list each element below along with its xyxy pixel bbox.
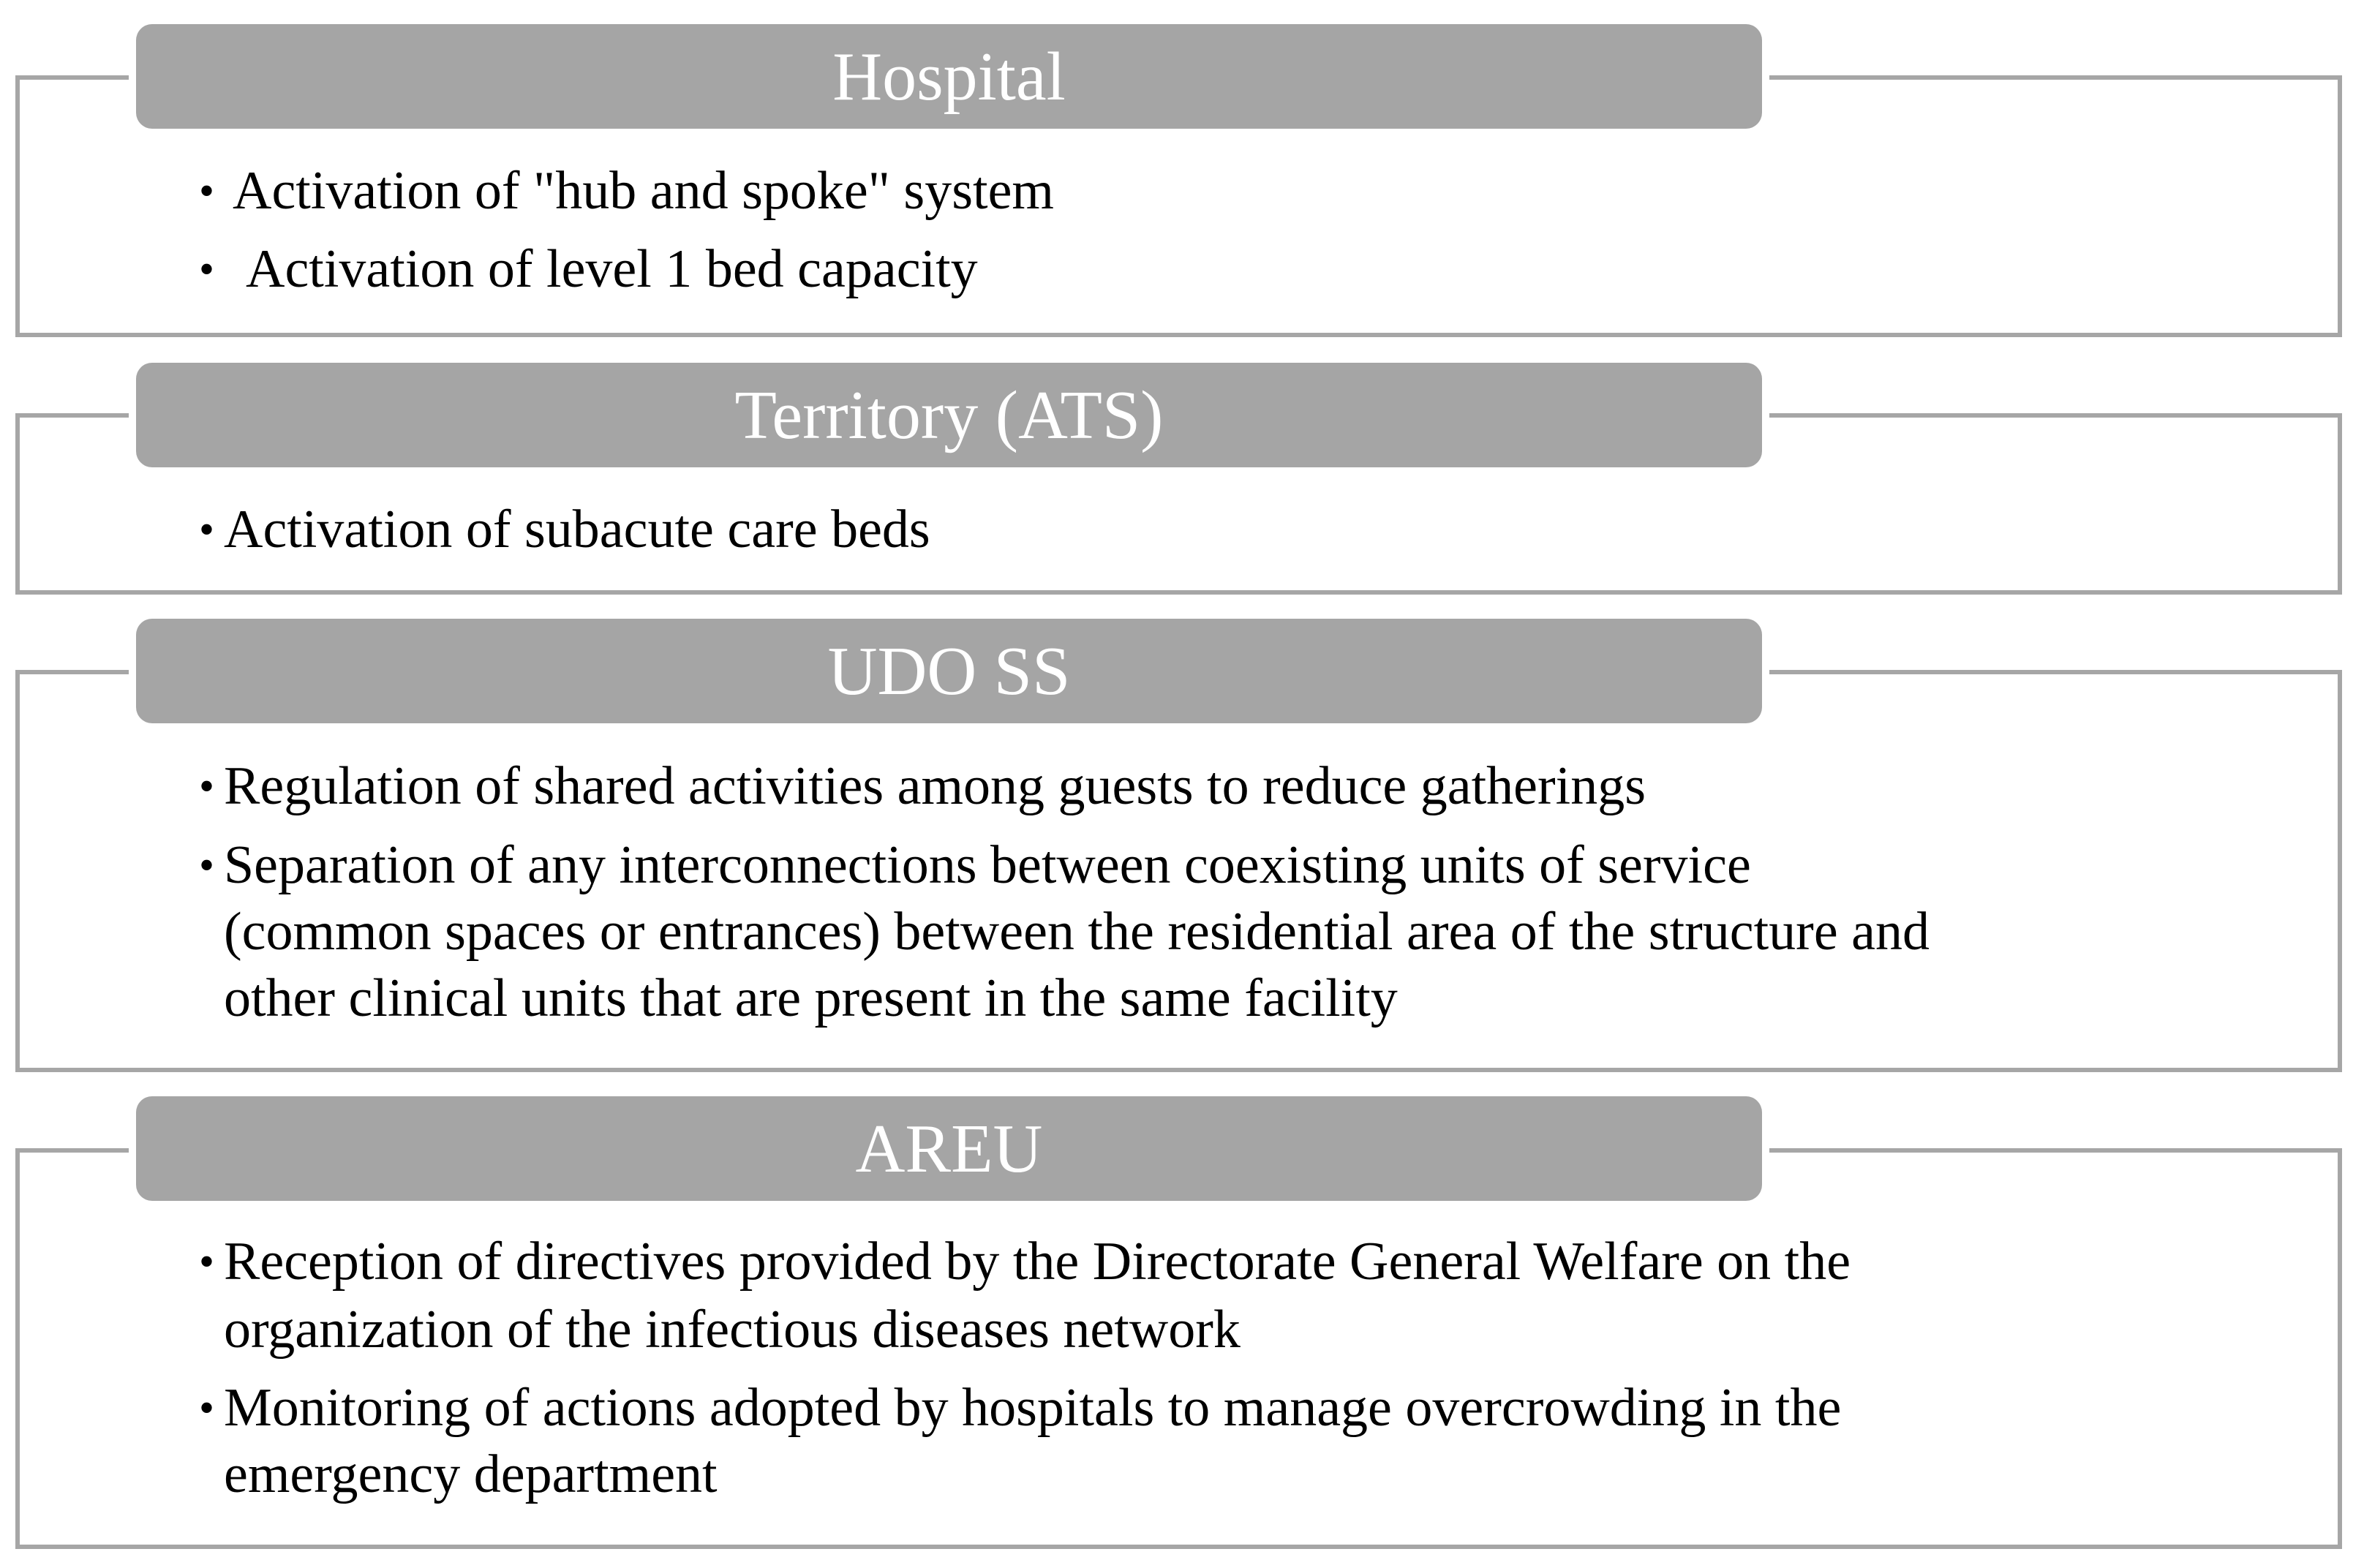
bullet-icon: • xyxy=(199,245,215,293)
bullet-icon: • xyxy=(199,167,215,215)
list-item: Separation of any interconnections between coexisting units of service xyxy=(224,835,1751,895)
list-item: Regulation of shared activities among guests to reduce gatherings xyxy=(224,756,1646,816)
list-item: Activation of level 1 bed capacity xyxy=(246,239,978,299)
bullet-icon: • xyxy=(199,762,215,810)
header-areu: AREU xyxy=(136,1096,1762,1201)
list-item-continuation: emergency department xyxy=(224,1444,718,1504)
list-item: Activation of subacute care beds xyxy=(224,500,930,559)
list-item: Monitoring of actions adopted by hospitals to manage overcrowding in the xyxy=(224,1378,1842,1438)
bullet-icon: • xyxy=(199,1237,215,1286)
header-udo-ss: UDO SS xyxy=(136,619,1762,723)
list-item-continuation: (common spaces or entrances) between the residential area of the structure and xyxy=(224,902,1930,962)
list-item: Activation of "hub and spoke" system xyxy=(233,161,1054,221)
list-item-continuation: organization of the infectious diseases network xyxy=(224,1300,1241,1360)
header-territory: Territory (ATS) xyxy=(136,363,1762,467)
bullet-icon: • xyxy=(199,505,215,554)
bullet-icon: • xyxy=(199,1384,215,1432)
header-hospital: Hospital xyxy=(136,24,1762,129)
bullet-icon: • xyxy=(199,841,215,889)
list-item: Reception of directives provided by the Directorate General Welfare on the xyxy=(224,1232,1851,1292)
list-item-continuation: other clinical units that are present in the same facility xyxy=(224,968,1398,1028)
